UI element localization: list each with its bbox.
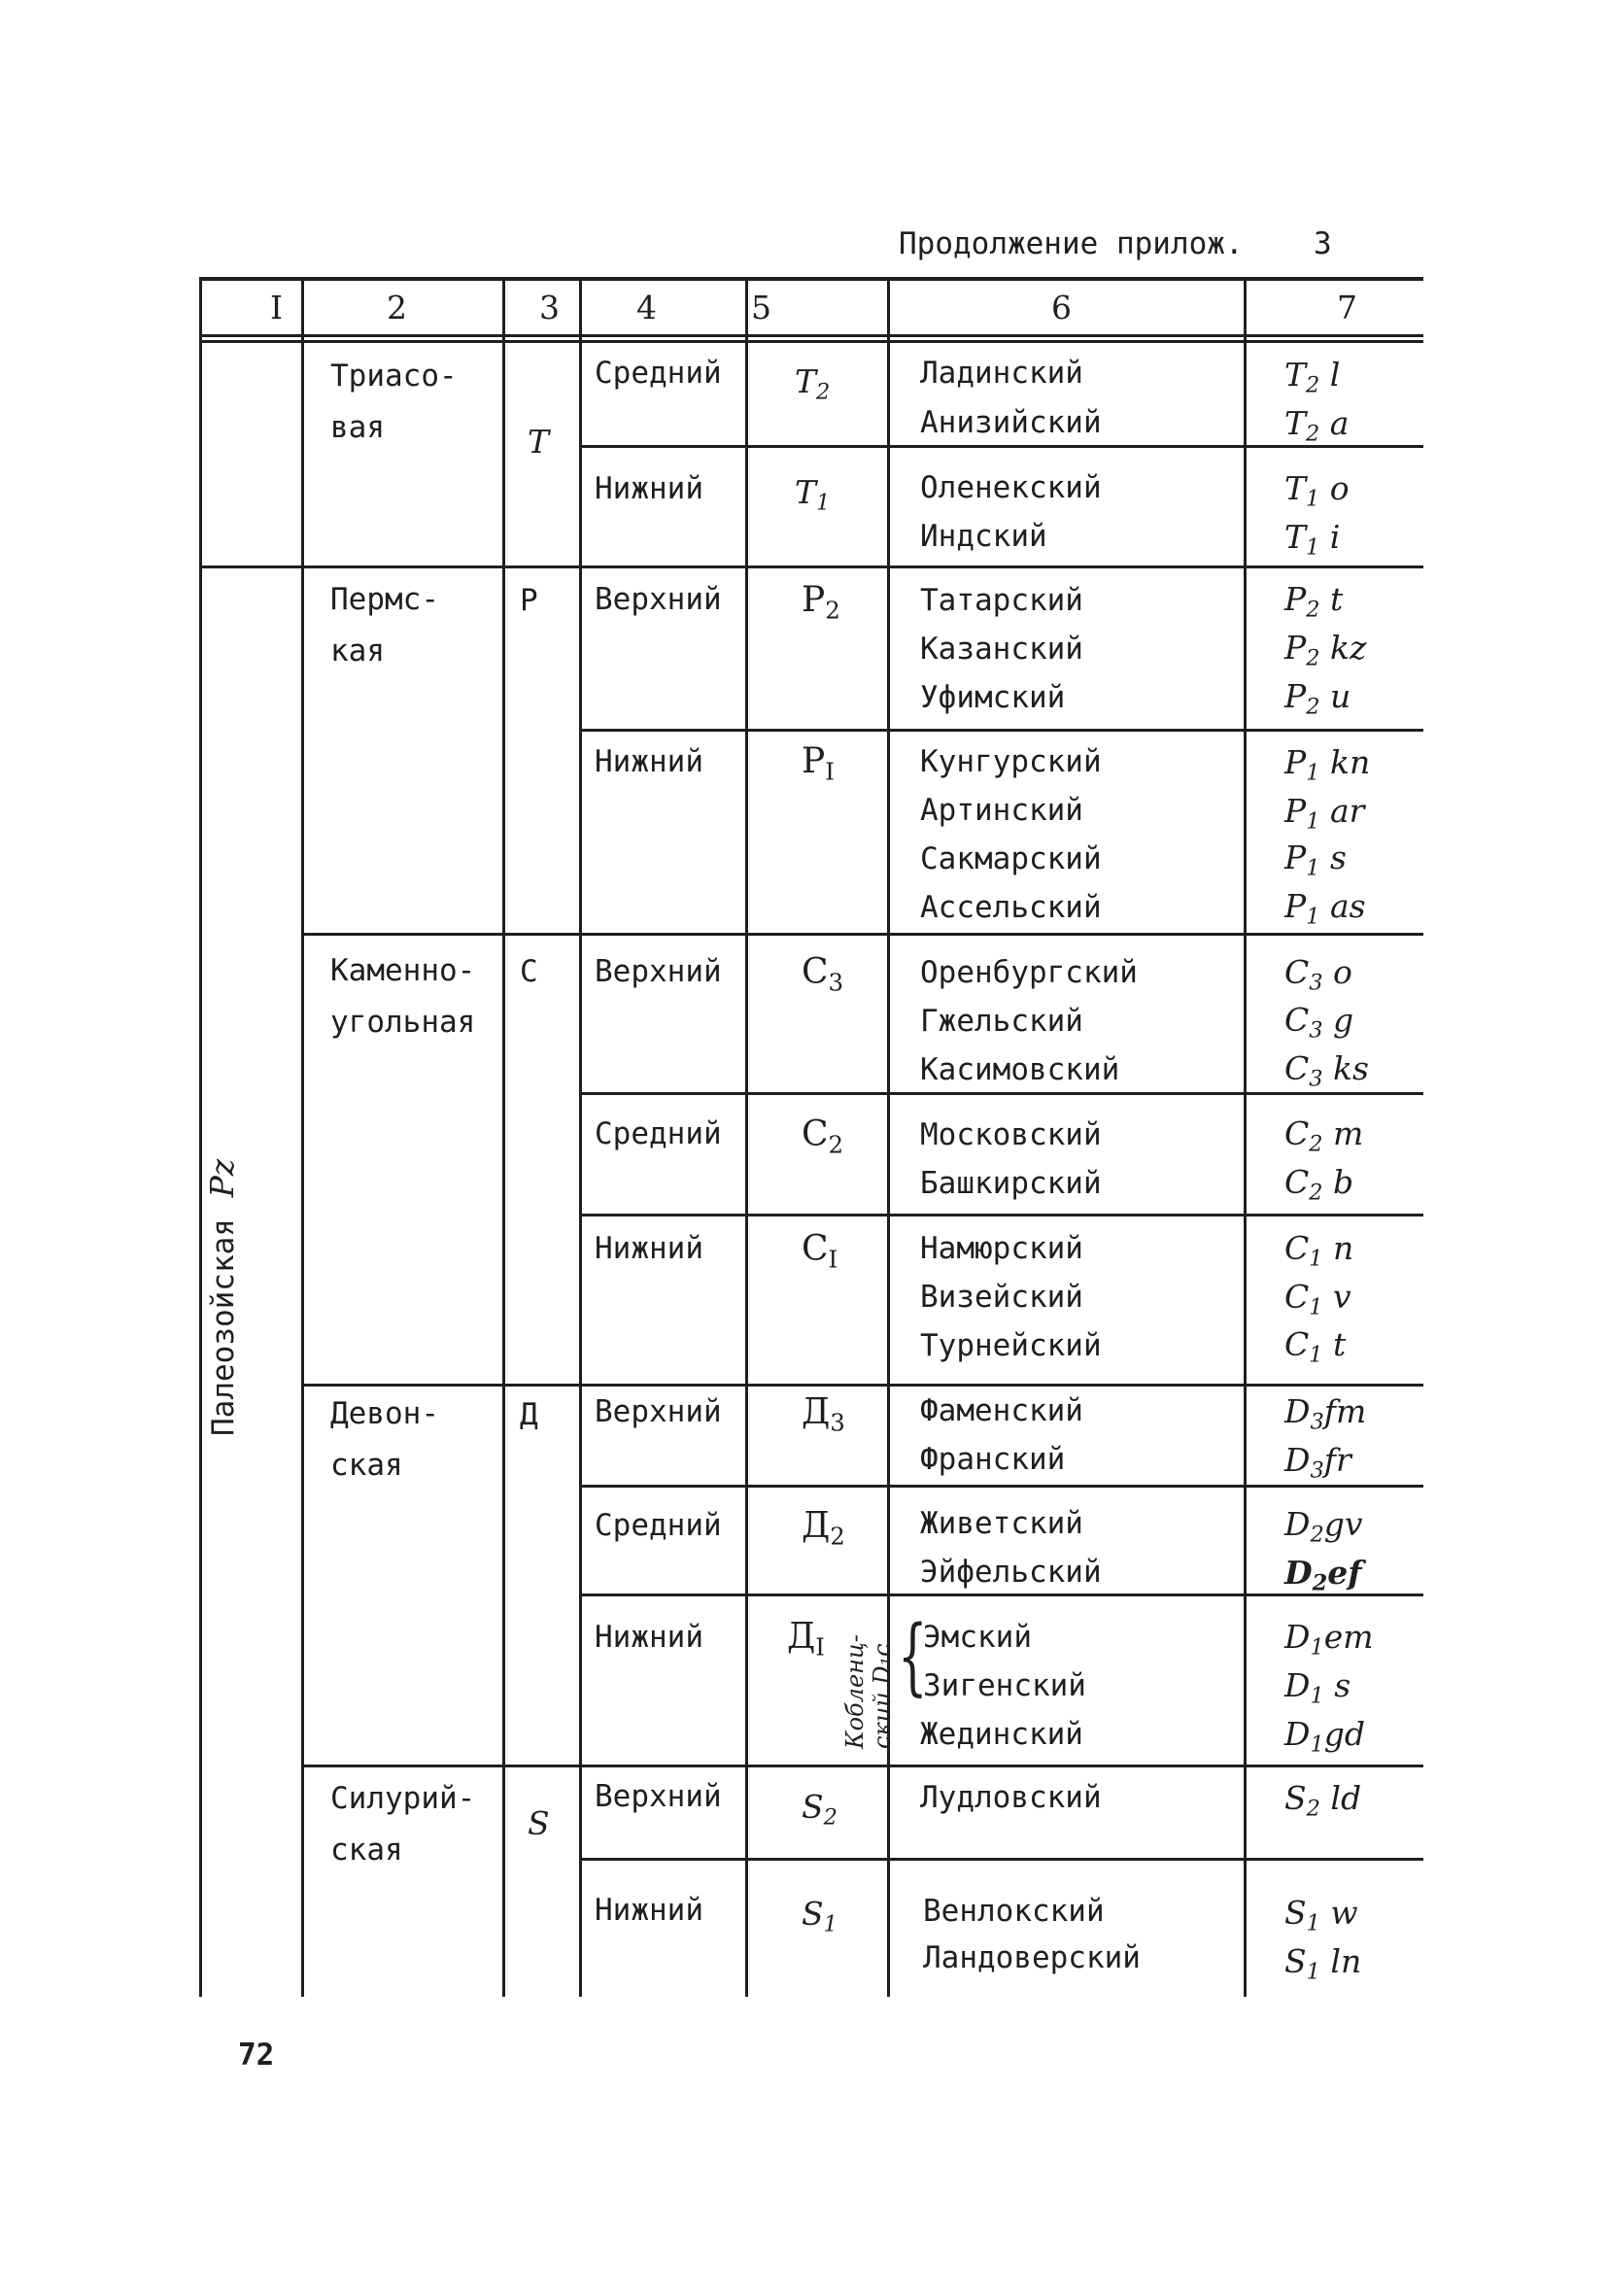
col-header-7: 7: [1337, 289, 1357, 326]
stage-bashkirian: Башкирский: [920, 1166, 1102, 1201]
series-name-c1: Нижний: [595, 1231, 703, 1266]
system-index-devonian: Д: [520, 1397, 538, 1432]
stage-index-tournaisian: $C_1$ t: [1284, 1325, 1347, 1368]
stage-kazanian: Казанский: [920, 632, 1083, 667]
series-index-d3: $Д_3$: [802, 1392, 845, 1437]
system-index-carboniferous: C: [520, 954, 538, 989]
stage-index-gzhelian: $C_3$ g: [1284, 1001, 1354, 1044]
stage-index-sakmarian: $P_1$ s: [1284, 839, 1347, 881]
series-index-t2: $T_2$: [795, 362, 831, 405]
series-name-s1: Нижний: [595, 1893, 703, 1928]
koblenz-label: Кобленц- ский D₁c: [841, 1634, 896, 1749]
stage-index-llandovery: $S_1$ ln: [1284, 1942, 1362, 1985]
continuation-caption: Продолжение прилож.: [899, 226, 1244, 261]
stage-gedinnian: Жединский: [920, 1717, 1083, 1752]
system-index-permian: P: [520, 583, 538, 618]
series-index-s1: $S_1$: [802, 1895, 838, 1937]
stage-givetian: Живетский: [920, 1506, 1083, 1541]
series-name-s2: Верхний: [595, 1779, 722, 1814]
stage-index-tatarian: $P_2$ t: [1284, 580, 1344, 623]
col-header-4: 4: [636, 289, 657, 326]
col-header-6: 6: [1051, 289, 1072, 326]
series-index-d1: $Д_I$: [787, 1617, 825, 1662]
system-index-silurian: S: [528, 1804, 550, 1842]
stage-namurian: Намюрский: [920, 1231, 1083, 1266]
series-index-d2: $Д_2$: [802, 1506, 845, 1551]
col-header-2: 2: [387, 289, 407, 326]
stage-index-eifelian: $D_2ef$: [1284, 1554, 1362, 1596]
stage-ladinian: Ладинский: [920, 356, 1083, 391]
era-name: Палеозойская: [206, 1218, 241, 1436]
stage-asselian: Ассельский: [920, 890, 1102, 925]
stage-siegenian: Зигенский: [923, 1668, 1086, 1703]
stage-moscovian: Московский: [920, 1117, 1102, 1152]
series-name-c2: Средний: [595, 1116, 722, 1151]
stage-olenekian: Оленекский: [920, 470, 1102, 505]
stage-emsian: Эмский: [923, 1620, 1032, 1655]
series-index-t1: $T_1$: [795, 473, 831, 516]
stage-index-visean: $C_1$ v: [1284, 1278, 1351, 1320]
col-header-5: 5: [751, 289, 771, 326]
series-name-t1: Нижний: [595, 471, 703, 506]
stage-famennian: Фаменский: [920, 1393, 1083, 1428]
series-name-d1: Нижний: [595, 1620, 703, 1655]
stage-index-ludlow: $S_2$ ld: [1284, 1779, 1362, 1822]
stage-index-emsian: $D_1em$: [1284, 1618, 1374, 1661]
col-header-3: 3: [539, 289, 560, 326]
stage-anisian: Анизийский: [920, 405, 1102, 440]
stage-index-famennian: $D_3fm$: [1284, 1392, 1367, 1435]
stage-wenlock: Венлокский: [923, 1894, 1105, 1929]
series-name-p2: Верхний: [595, 582, 722, 617]
stage-visean: Визейский: [920, 1280, 1083, 1315]
stage-kungurian: Кунгурский: [920, 744, 1102, 779]
era-label: [203, 1158, 241, 1436]
series-name-c3: Верхний: [595, 954, 722, 989]
system-devonian: Девон- ская: [330, 1396, 439, 1483]
stage-ludlow: Лудловский: [920, 1780, 1102, 1815]
stage-index-gedinnian: $D_1gd$: [1284, 1715, 1365, 1758]
series-index-c1: $C_I$: [802, 1229, 838, 1274]
series-index-c2: $C_2$: [802, 1114, 844, 1159]
series-index-s2: $S_2$: [802, 1788, 838, 1831]
system-permian: Пермс- кая: [330, 582, 439, 668]
stage-index-wenlock: $S_1$ w: [1284, 1894, 1358, 1936]
series-index-p2: $P_2$: [802, 580, 840, 625]
stage-orenburgian: Оренбургский: [920, 955, 1138, 990]
stage-sakmarian: Сакмарский: [920, 841, 1102, 876]
stage-index-kasimovian: $C_3$ ks: [1284, 1049, 1369, 1092]
stage-index-artinskian: $P_1$ ar: [1284, 792, 1365, 835]
series-name-d2: Средний: [595, 1508, 722, 1543]
stage-llandovery: Ландоверский: [923, 1940, 1141, 1975]
series-index-c3: $C_3$: [802, 952, 844, 997]
stage-tournaisian: Турнейский: [920, 1328, 1102, 1363]
stage-index-olenekian: $T_1$ o: [1284, 469, 1350, 512]
stage-index-bashkirian: $C_2$ b: [1284, 1163, 1354, 1206]
stage-index-givetian: $D_2gv$: [1284, 1505, 1363, 1548]
stage-tatarian: Татарский: [920, 583, 1083, 618]
stage-frasnian: Франский: [920, 1442, 1066, 1477]
series-index-p1: $P_I$: [802, 741, 835, 786]
stage-induan: Индский: [920, 519, 1047, 554]
series-name-d3: Верхний: [595, 1394, 722, 1429]
system-silurian: Силурий- ская: [330, 1781, 476, 1868]
stage-index-moscovian: $C_2$ m: [1284, 1114, 1364, 1157]
stage-index-kazanian: $P_2$ kz: [1284, 629, 1367, 671]
stage-gzhelian: Гжельский: [920, 1004, 1083, 1039]
era-symbol: Pz: [203, 1158, 241, 1198]
col-header-1: I: [270, 289, 284, 326]
stage-index-siegenian: $D_1$ s: [1284, 1666, 1351, 1709]
series-name-t2: Средний: [595, 356, 722, 391]
system-triassic: Триасо- вая: [330, 359, 458, 445]
stage-index-asselian: $P_1$ as: [1284, 887, 1366, 930]
koblenz-brace: {: [898, 1607, 928, 1706]
stage-eifelian: Эйфельский: [920, 1555, 1102, 1590]
stage-index-ladinian: $T_2$ l: [1284, 356, 1341, 398]
page-number: 72: [238, 2038, 275, 2073]
system-index-triassic: T: [528, 423, 550, 461]
stage-index-kungurian: $P_1$ kn: [1284, 743, 1371, 786]
stage-index-ufimian: $P_2$ u: [1284, 677, 1351, 720]
stage-index-namurian: $C_1$ n: [1284, 1229, 1354, 1272]
stage-artinskian: Артинский: [920, 793, 1083, 828]
appendix-number: 3: [1314, 226, 1332, 261]
stage-index-anisian: $T_2$ a: [1284, 404, 1350, 447]
series-name-p1: Нижний: [595, 744, 703, 779]
stage-index-frasnian: $D_3fr$: [1284, 1441, 1351, 1484]
stage-index-induan: $T_1$ i: [1284, 518, 1341, 561]
system-carboniferous: Каменно- угольная: [330, 953, 476, 1040]
stage-ufimian: Уфимский: [920, 680, 1066, 715]
stage-kasimovian: Касимовский: [920, 1052, 1120, 1087]
stage-index-orenburgian: $C_3$ o: [1284, 953, 1352, 996]
